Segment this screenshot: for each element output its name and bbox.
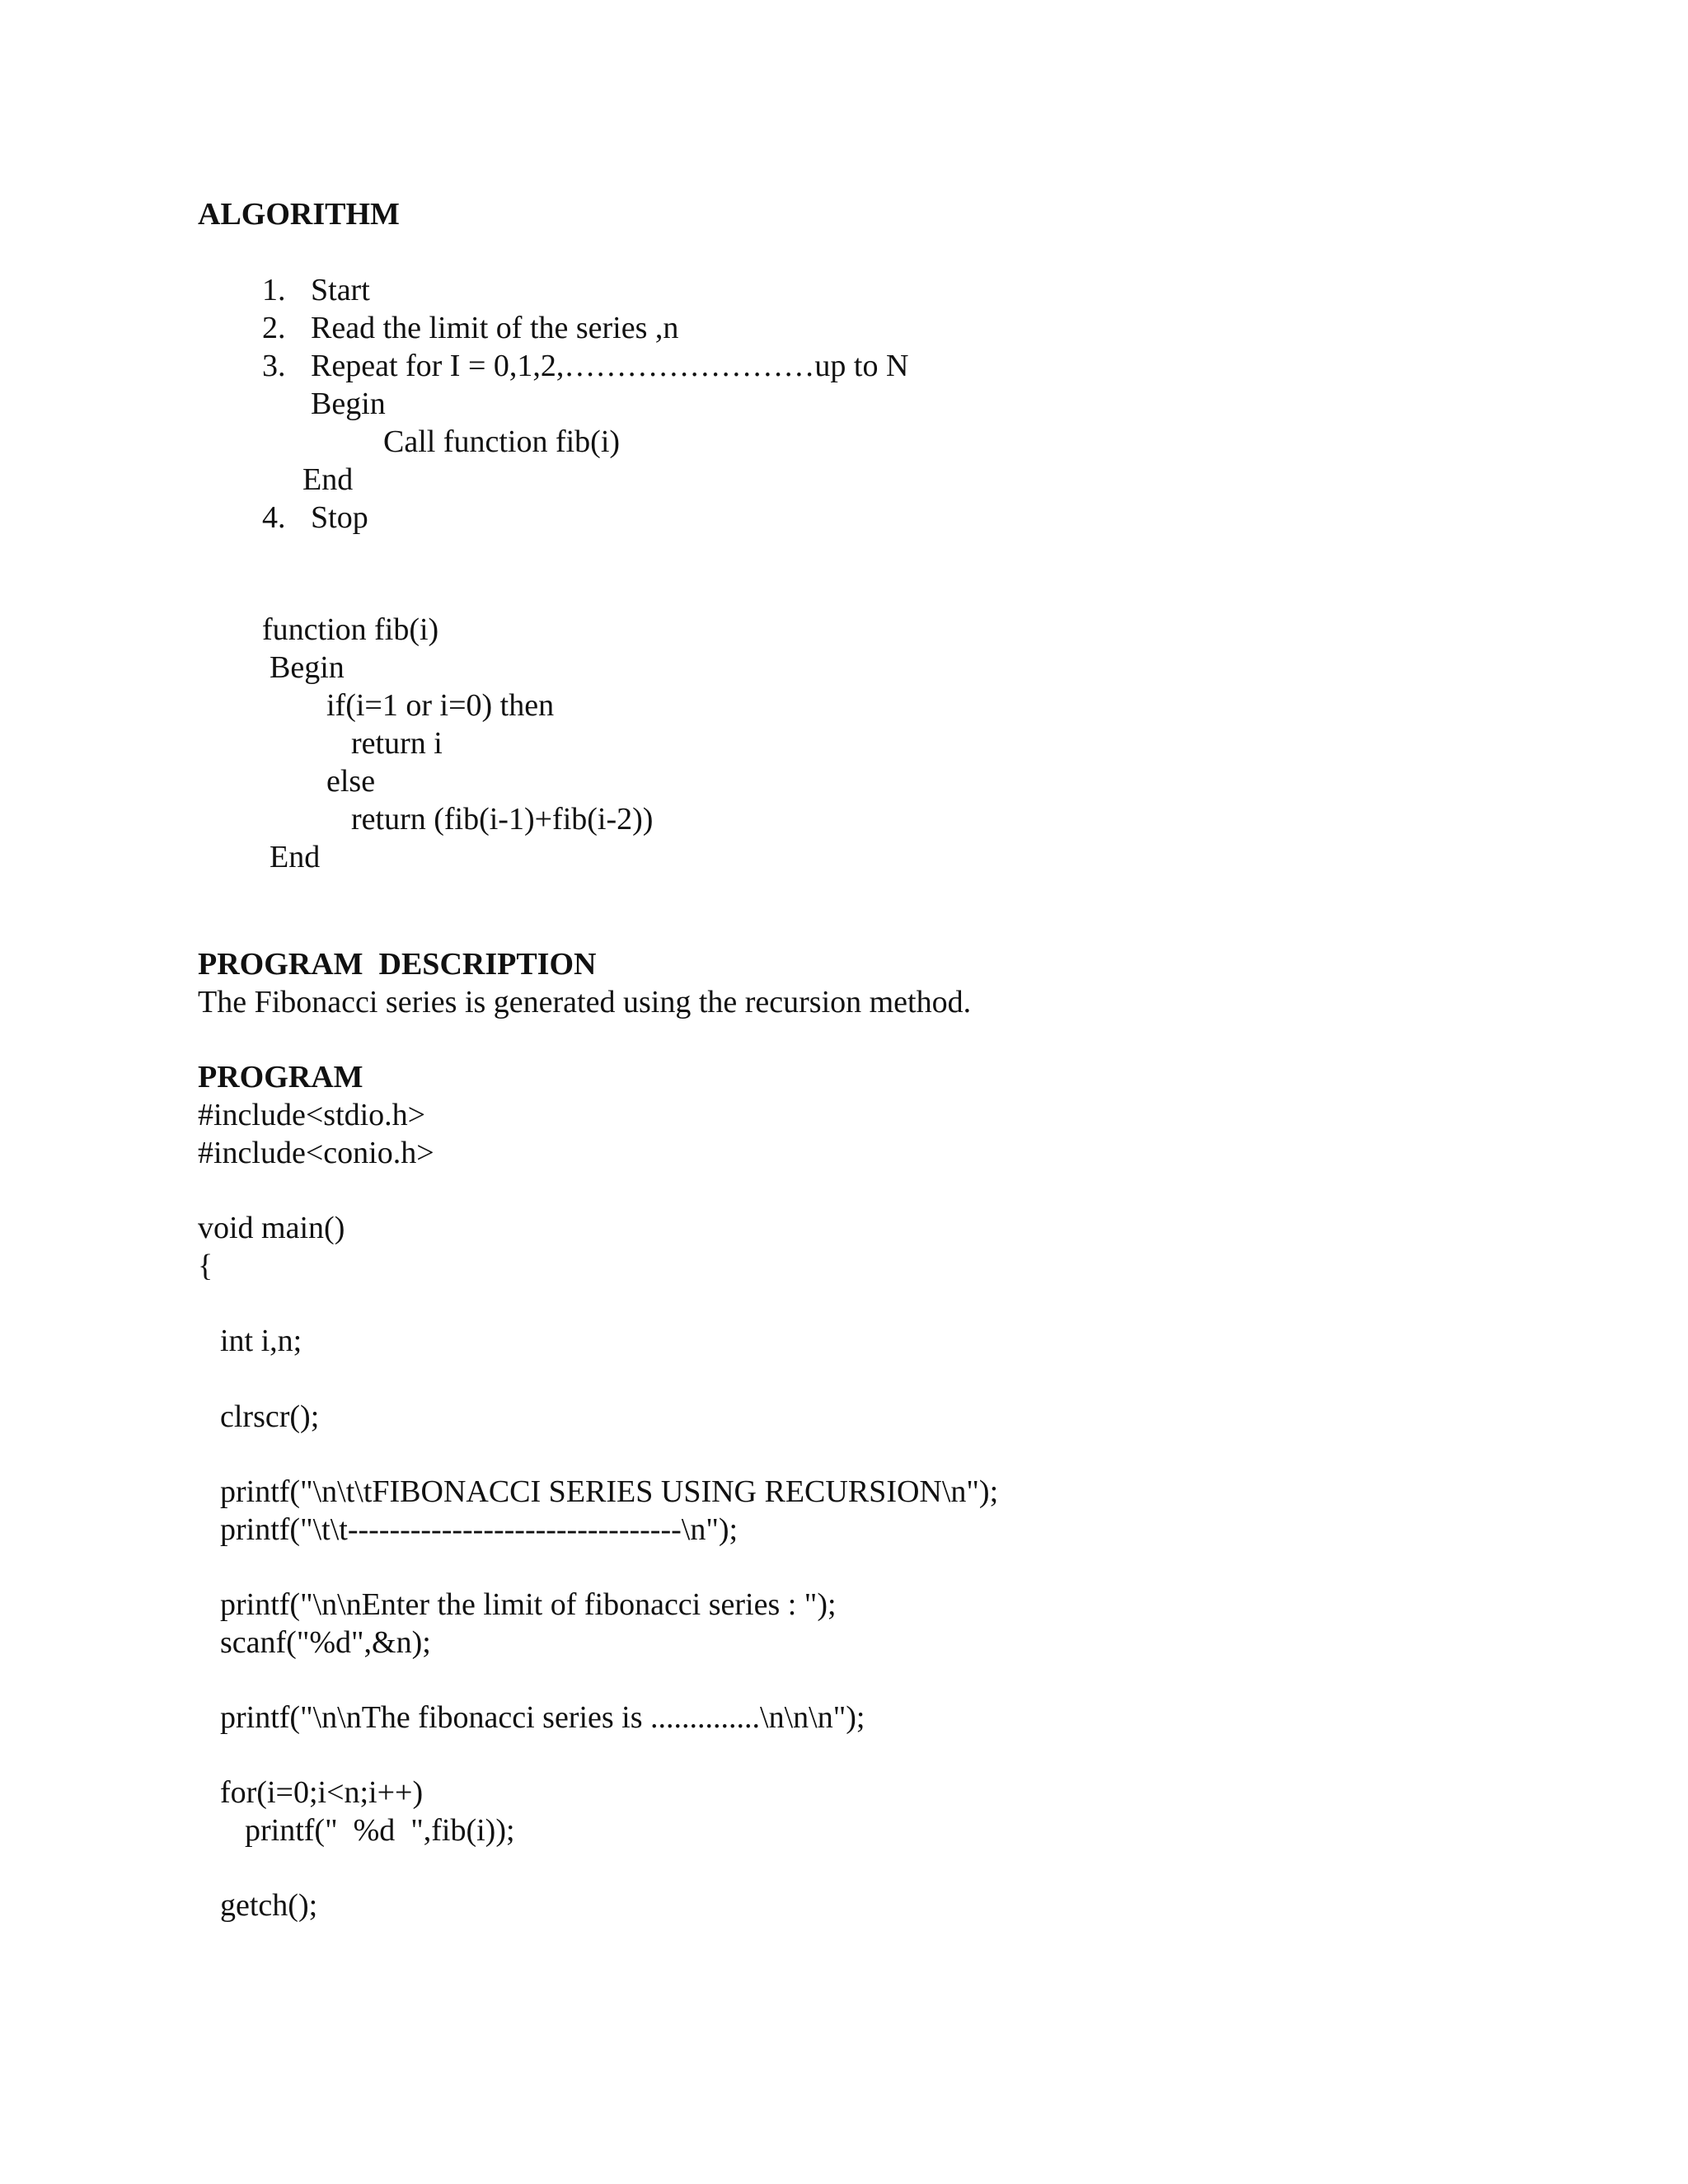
step-text: Stop [311,500,368,535]
code-line: int i,n; [220,1324,302,1358]
step-text: Start [311,273,370,307]
step-number: 2. [262,311,286,345]
code-line: { [198,1249,213,1283]
code-line: #include<stdio.h> [198,1098,426,1132]
step-number: 1. [262,273,286,307]
step-text: Repeat for I = 0,1,2,……………………up to N [311,349,909,383]
code-line: clrscr(); [220,1399,320,1434]
code-line: getch(); [220,1888,318,1923]
step-text: Read the limit of the series ,n [311,311,679,345]
step-number: 3. [262,349,286,383]
program-heading: PROGRAM [198,1060,363,1094]
function-condition: if(i=1 or i=0) then [326,688,555,723]
code-line: printf("\n\t\tFIBONACCI SERIES USING RECURSION\n"); [220,1474,999,1509]
code-line: void main() [198,1211,345,1245]
function-begin: Begin [270,650,345,685]
algorithm-heading: ALGORITHM [198,197,400,232]
code-line: #include<conio.h> [198,1136,434,1170]
code-line: printf("\n\nThe fibonacci series is ..............\n\n\n"); [220,1700,865,1735]
code-line: printf("\t\t--------------------------------\n"); [220,1512,738,1547]
loop-end: End [302,462,354,497]
step-number: 4. [262,500,286,535]
description-text: The Fibonacci series is generated using the recursion method. [198,985,972,1019]
code-line: printf("\n\nEnter the limit of fibonacci series : "); [220,1587,837,1622]
function-signature: function fib(i) [262,612,439,647]
description-heading: PROGRAM DESCRIPTION [198,947,597,982]
code-line: scanf("%d",&n); [220,1625,431,1660]
code-line: printf(" %d ",fib(i)); [245,1813,515,1848]
loop-begin: Begin [311,387,386,421]
loop-call: Call function fib(i) [383,424,621,459]
function-return-recursive: return (fib(i-1)+fib(i-2)) [351,802,654,837]
code-line: for(i=0;i<n;i++) [220,1775,424,1810]
function-end: End [270,840,321,874]
function-return-i: return i [351,726,443,761]
function-else: else [326,764,376,799]
